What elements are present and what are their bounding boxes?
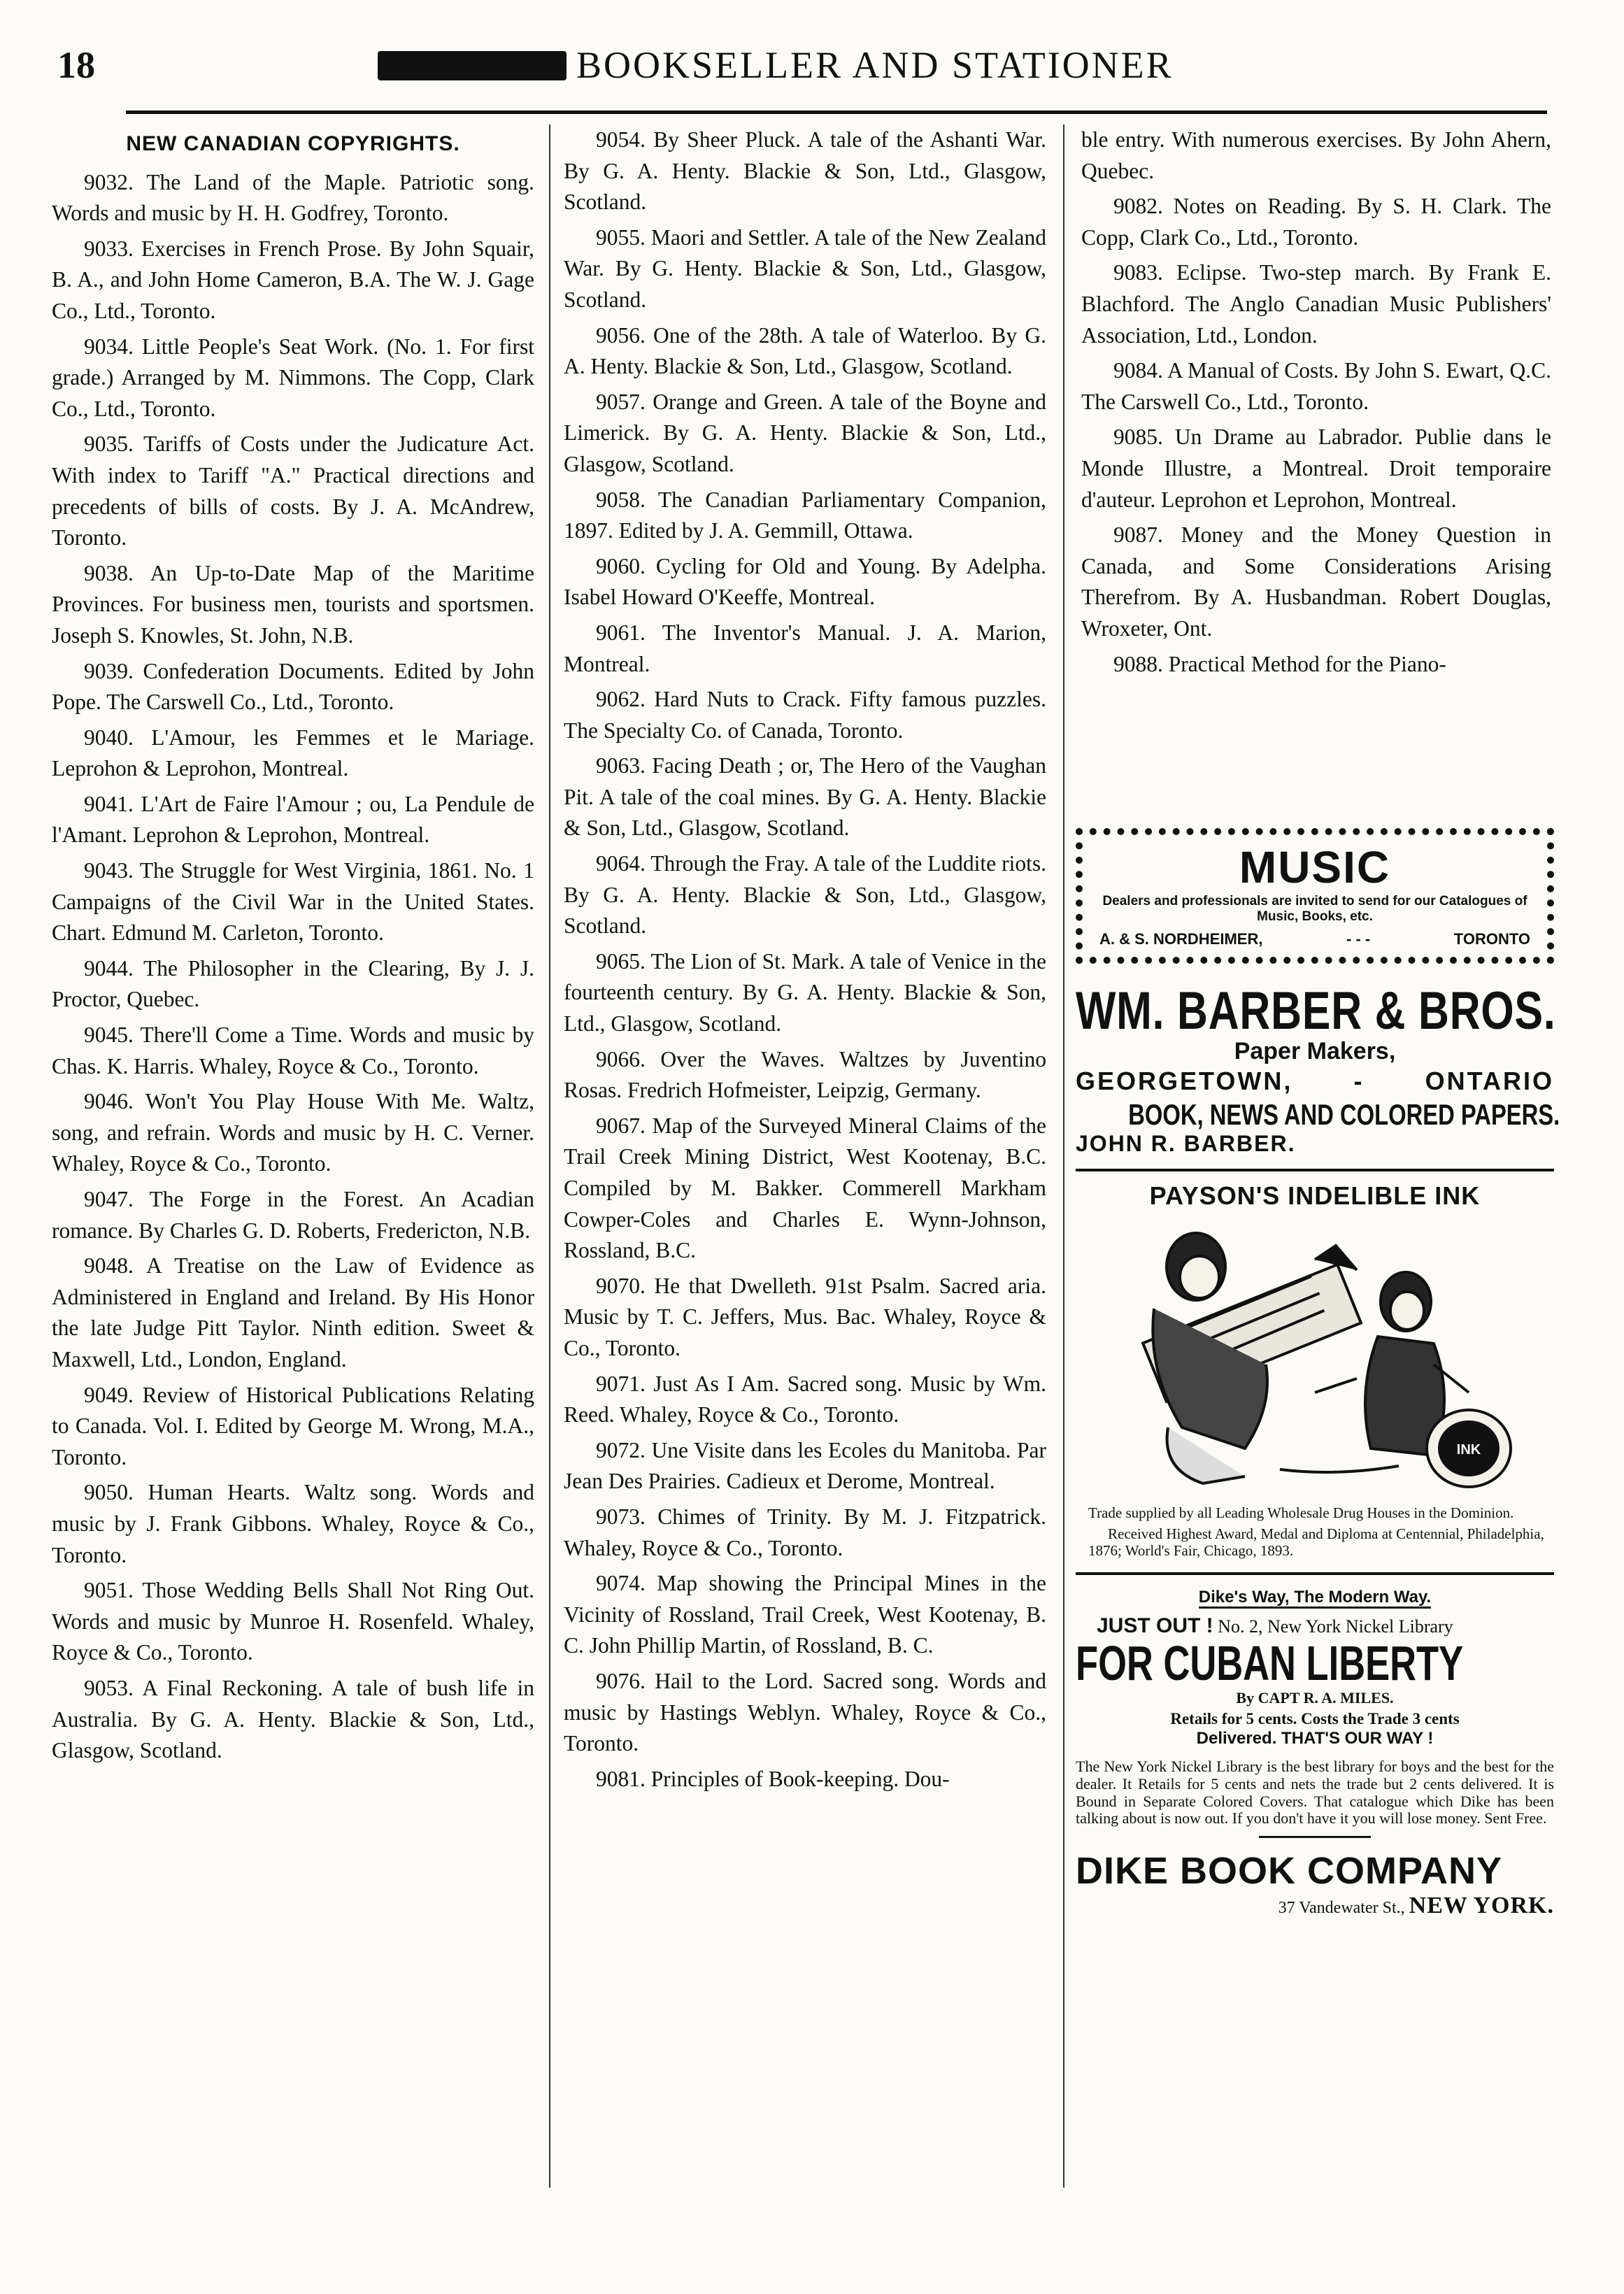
copyright-entry: 9039. Confederation Documents. Edited by John Pope. The Carswell Co., Ltd., Toronto.	[52, 658, 534, 715]
copyright-entry: 9076. Hail to the Lord. Sacred song. Words and music by Hastings Weblyn. Whaley, Royce & Co., Toronto.	[564, 1668, 1046, 1756]
copyright-entry: 9050. Human Hearts. Waltz song. Words and music by J. Frank Gibbons. Whaley, Royce & Co., Toronto.	[52, 1480, 534, 1567]
dike-ad-slogan	[1076, 1588, 1554, 1607]
music-ad-title: MUSIC	[1239, 842, 1391, 892]
music-ad-note: Dealers and professionals are invited to send for our Catalogues of Music, Books, etc.	[1102, 894, 1527, 924]
copyright-entry: 9088. Practical Method for the Piano-	[1113, 651, 1446, 676]
dike-ad-address: 37 Vandewater St.,	[1278, 1898, 1405, 1917]
copyright-entry: 9072. Une Visite dans les Ecoles du Manitoba. Par Jean Des Prairies. Cadieux et Derome, Montreal.	[564, 1437, 1046, 1494]
masthead	[378, 43, 1174, 87]
copyright-entry: 9073. Chimes of Trinity. By M. J. Fitzpatrick. Whaley, Royce & Co., Toronto.	[564, 1504, 1046, 1560]
copyright-entry: 9084. A Manual of Costs. By John S. Ewart, Q.C. The Carswell Co., Ltd., Toronto.	[1081, 358, 1551, 414]
copyright-entry: 9056. One of the 28th. A tale of Waterloo. By G. A. Henty. Blackie & Son, Ltd., Glasgow, Scotland.	[564, 322, 1046, 379]
dike-ad-just-out: JUST OUT !	[1097, 1613, 1213, 1637]
barber-ad-subtitle: Paper Makers,	[1234, 1038, 1396, 1065]
payson-ad	[1076, 1181, 1554, 1559]
dike-ad	[1076, 1588, 1554, 1919]
copyright-entry: 9063. Facing Death ; or, The Hero of the Vaughan Pit. A tale of the coal mines. By G. A. Henty. Blackie & Son, Ltd., Glasgow, Scotland.	[564, 753, 1046, 841]
barber-ad-name: JOHN R. BARBER.	[1076, 1130, 1296, 1156]
copyright-entry: 9047. The Forge in the Forest. An Acadian romance. By Charles G. D. Roberts, Fredericton, N.B.	[52, 1187, 534, 1243]
copyright-entry: 9048. A Treatise on the Law of Evidence as Administered in England and Ireland. By His Honor the late Judge Pitt Taylor. Ninth edition. Sweet & Maxwell, Ltd., London, England.	[52, 1253, 534, 1372]
payson-trade-note: Trade supplied by all Leading Wholesale Drug Houses in the Dominion.	[1088, 1504, 1514, 1522]
copyright-entry: 9082. Notes on Reading. By S. H. Clark. The Copp, Clark Co., Ltd., Toronto.	[1081, 194, 1551, 250]
copyright-entry: 9085. Un Drame au Labrador. Publie dans le Monde Illustre, a Montreal. Droit temporaire d'auteur. Leprohon et Leprohon, Montreal.	[1081, 425, 1551, 512]
dike-ad-address-line	[1076, 1893, 1554, 1919]
copyright-entry: 9087. Money and the Money Question in Canada, and Some Considerations Arising Therefrom. By A. Husbandman. Robert Douglas, Wroxeter, Ont.	[1081, 522, 1551, 641]
barber-ad-papers: BOOK, NEWS AND COLORED PAPERS.	[1128, 1097, 1560, 1131]
music-ad-dash: - - -	[1346, 929, 1371, 948]
header-rule	[126, 111, 1547, 114]
advertisements	[1076, 828, 1560, 1919]
music-ad	[1076, 828, 1554, 964]
copyright-entry: 9034. Little People's Seat Work. (No. 1. For first grade.) Arranged by M. Nimmons. The Copp, Clark Co., Ltd., Toronto.	[52, 334, 534, 421]
copyright-entry: ble entry. With numerous exercises. By John Ahern, Quebec.	[1081, 127, 1551, 183]
barber-ad-town: GEORGETOWN,	[1076, 1066, 1293, 1095]
dike-ad-just-out-line	[1097, 1614, 1554, 1638]
copyright-entry: 9061. The Inventor's Manual. J. A. Marion, Montreal.	[564, 620, 1046, 676]
barber-ad-location	[1076, 1065, 1554, 1098]
copyright-entry: 9055. Maori and Settler. A tale of the New Zealand War. By G. Henty. Blackie & Son, Ltd., Glasgow, Scotland.	[564, 225, 1046, 312]
copyright-entry: 9067. Map of the Surveyed Mineral Claims of the Trail Creek Mining District, West Kootenay, B.C. Compiled by M. Bakker. Commerell Markham Cowper-Coles and Charles E. Wynn-Johnson, Rossland, B.C.	[564, 1113, 1046, 1263]
redacted-word	[378, 51, 567, 80]
barber-ad-title: WM. BARBER & BROS.	[1076, 981, 1556, 1041]
copyright-entry: 9040. L'Amour, les Femmes et le Mariage. Leprohon & Leprohon, Montreal.	[52, 725, 534, 781]
copyright-entry: 9062. Hard Nuts to Crack. Fifty famous puzzles. The Specialty Co. of Canada, Toronto.	[564, 687, 1046, 743]
music-ad-city: TORONTO	[1453, 929, 1530, 948]
section-heading: NEW CANADIAN COPYRIGHTS.	[126, 132, 460, 155]
column-2	[564, 124, 1046, 1799]
column-1	[52, 124, 534, 1771]
copyright-entry: 9074. Map showing the Principal Mines in the Vicinity of Rossland, Trail Creek, West Kootenay, B. C. John Phillip Martin, of Rossland, B. C.	[564, 1571, 1046, 1658]
copyright-entry: 9043. The Struggle for West Virginia, 1861. No. 1 Campaigns of the Civil War in the United States. Chart. Edmund M. Carleton, Toronto.	[52, 858, 534, 946]
copyright-entry: 9032. The Land of the Maple. Patriotic song. Words and music by H. H. Godfrey, Toronto.	[52, 169, 534, 226]
copyright-entry: 9049. Review of Historical Publications Relating to Canada. Vol. I. Edited by George M. Wrong, M.A., Toronto.	[52, 1382, 534, 1469]
dike-ad-byline: By CAPT R. A. MILES.	[1236, 1689, 1394, 1707]
page-number: 18	[57, 44, 95, 86]
copyright-entry: 9083. Eclipse. Two-step march. By Frank E. Blachford. The Anglo Canadian Music Publishers' Association, Ltd., London.	[1081, 260, 1551, 348]
column-divider	[549, 124, 550, 2188]
copyright-entry: 9071. Just As I Am. Sacred song. Music by Wm. Reed. Whaley, Royce & Co., Toronto.	[564, 1371, 1046, 1427]
masthead-title: BOOKSELLER AND STATIONER	[576, 44, 1174, 86]
copyright-entry: 9066. Over the Waves. Waltzes by Juventino Rosas. Fredrich Hofmeister, Leipzig, Germany.	[564, 1046, 1046, 1103]
copyright-entry: 9081. Principles of Book-keeping. Dou-	[596, 1766, 950, 1791]
copyright-entry: 9057. Orange and Green. A tale of the Boyne and Limerick. By G. A. Henty. Blackie & Son, Ltd., Glasgow, Scotland.	[564, 389, 1046, 476]
ad-divider	[1076, 1572, 1554, 1575]
page-header	[0, 0, 1624, 119]
copyright-entry: 9038. An Up-to-Date Map of the Maritime Provinces. For business men, tourists and sportsmen. Joseph S. Knowles, St. John, N.B.	[52, 560, 534, 648]
dike-ad-city: NEW YORK.	[1409, 1892, 1554, 1918]
dike-ad-library: No. 2, New York Nickel Library	[1218, 1616, 1453, 1637]
copyright-entry: 9065. The Lion of St. Mark. A tale of Venice in the fourteenth century. By G. A. Henty. Blackie & Son, Ltd., Glasgow, Scotland.	[564, 948, 1046, 1036]
dike-ad-retails: Retails for 5 cents. Costs the Trade 3 cents	[1170, 1710, 1460, 1728]
column-divider	[1063, 124, 1064, 2188]
dike-ad-slogan-text: Dike's Way, The Modern Way.	[1199, 1588, 1431, 1609]
children-with-ink-bottle-illustration	[1105, 1218, 1525, 1497]
copyright-entry: 9046. Won't You Play House With Me. Waltz, song, and refrain. Words and music by H. C. Verner. Whaley, Royce & Co., Toronto.	[52, 1089, 534, 1176]
copyright-entry: 9053. A Final Reckoning. A tale of bush life in Australia. By G. A. Henty. Blackie & Son, Ltd., Glasgow, Scotland.	[52, 1675, 534, 1763]
dike-ad-body: The New York Nickel Library is the best library for boys and the best for the dealer. It Retails for 5 cents and nets the trade but 2 cents delivered. It is Bound in Separate Colored Covers. That catalogue which Dike has been talking about is now out. If you don't have it you will lose money. Sent Free.	[1076, 1758, 1554, 1828]
copyright-entry: 9045. There'll Come a Time. Words and music by Chas. K. Harris. Whaley, Royce & Co., Toronto.	[52, 1023, 534, 1078]
ad-divider	[1076, 1169, 1554, 1171]
copyright-entry: 9060. Cycling for Old and Young. By Adelpha. Isabel Howard O'Keeffe, Montreal.	[564, 553, 1046, 610]
copyright-entry: 9044. The Philosopher in the Clearing, By J. J. Proctor, Quebec.	[52, 955, 534, 1012]
dike-ad-rule	[1259, 1836, 1371, 1838]
copyright-entry: 9035. Tariffs of Costs under the Judicature Act. With index to Tariff "A." Practical directions and precedents of bills of costs. By J. A. McAndrew, Toronto.	[52, 432, 534, 550]
music-ad-company-line	[1099, 930, 1530, 948]
copyright-entry: 9070. He that Dwelleth. 91st Psalm. Sacred aria. Music by T. C. Jeffers, Mus. Bac. Whaley, Royce & Co., Toronto.	[564, 1273, 1046, 1360]
copyright-entry: 9058. The Canadian Parliamentary Companion, 1897. Edited by J. A. Gemmill, Ottawa.	[564, 487, 1046, 543]
column-3	[1081, 124, 1551, 684]
music-ad-company: A. & S. NORDHEIMER,	[1099, 929, 1263, 948]
payson-award-note: Received Highest Award, Medal and Diploma at Centennial, Philadelphia, 1876; World's Fair, Chicago, 1893.	[1088, 1525, 1544, 1560]
copyright-entry: 9054. By Sheer Pluck. A tale of the Ashanti War. By G. A. Henty. Blackie & Son, Ltd., Glasgow, Scotland.	[564, 127, 1046, 215]
barber-ad-dash: -	[1353, 1066, 1365, 1095]
copyright-entry: 9051. Those Wedding Bells Shall Not Ring Out. Words and music by Munroe H. Rosenfeld. Whaley, Royce & Co., Toronto.	[52, 1578, 534, 1665]
svg-text:INK: INK	[1456, 1442, 1481, 1458]
dike-ad-title: FOR CUBAN LIBERTY	[1076, 1635, 1464, 1690]
dike-ad-delivered: Delivered. THAT'S OUR WAY !	[1196, 1728, 1434, 1748]
barber-ad-province: ONTARIO	[1425, 1066, 1554, 1095]
copyright-entry: 9033. Exercises in French Prose. By John Squair, B. A., and John Home Cameron, B.A. The W. J. Gage Co., Ltd., Toronto.	[52, 236, 534, 323]
copyright-entry: 9064. Through the Fray. A tale of the Luddite riots. By G. A. Henty. Blackie & Son, Ltd., Glasgow, Scotland.	[564, 851, 1046, 939]
payson-ad-title: PAYSON'S INDELIBLE INK	[1149, 1181, 1481, 1211]
dike-ad-company: DIKE BOOK COMPANY	[1076, 1849, 1503, 1892]
barber-ad	[1076, 981, 1560, 1156]
copyright-entry: 9041. L'Art de Faire l'Amour ; ou, La Pendule de l'Amant. Leprohon & Leprohon, Montreal.	[52, 791, 534, 848]
